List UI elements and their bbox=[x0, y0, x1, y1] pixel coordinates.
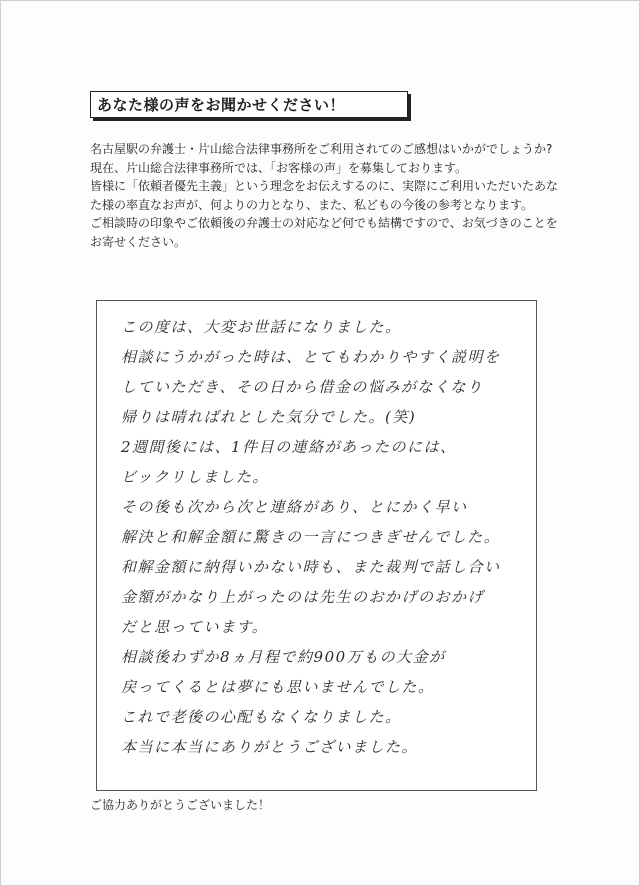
letter-line: だと思っています。 bbox=[121, 618, 269, 636]
letter-line: 解決と和解金額に驚きの一言につきぎせんでした。 bbox=[121, 528, 501, 546]
page-title: あなた様の声をお聞かせください！ bbox=[90, 91, 408, 118]
letter-line: 本当に本当にありがとうございました。 bbox=[121, 738, 419, 756]
intro-paragraph: 皆様に「依頼者優先主義」という理念をお伝えするのに、実際にご利用いただいたあなた様の率直なお声が、何よりの力となり、また、私どもの今後の参考となります。 bbox=[90, 179, 559, 212]
letter-line: 金額がかなり上がったのは先生のおかげのおかげ bbox=[121, 588, 485, 606]
letter-line: 相談後わずか8ヵ月程で約900万もの大金が bbox=[121, 648, 446, 666]
intro-paragraph: 現在、片山総合法律事務所では、「お客様の声」を募集しております。 bbox=[90, 160, 468, 175]
letter-line: この度は、大変お世話になりました。 bbox=[121, 318, 402, 336]
handwritten-letter bbox=[121, 312, 541, 762]
letter-line: 戻ってくるとは夢にも思いませんでした。 bbox=[121, 678, 435, 696]
intro-paragraph: ご相談時の印象やご依頼後の弁護士の対応など何でも結構ですので、お気づきのことをお寄せください。 bbox=[90, 216, 558, 249]
letter-line: 和解金額に納得いかない時も、また裁判で話し合い bbox=[121, 558, 501, 576]
letter-line: 2週間後には、1件目の連絡があったのには、 bbox=[121, 438, 457, 456]
letter-line: その後も次から次と連絡があり、とにかく早い bbox=[121, 498, 468, 516]
letter-line: 帰りは晴ればれとした気分でした。(笑) bbox=[121, 408, 417, 426]
letter-line: 相談にうかがった時は、とてもわかりやすく説明を bbox=[121, 348, 501, 366]
letter-line: これで老後の心配もなくなりました。 bbox=[121, 708, 402, 726]
intro-paragraph: 名古屋駅の弁護士・片山総合法律事務所をご利用されてのご感想はいかがでしょうか? bbox=[90, 142, 553, 156]
letter-line: していただき、その日から借金の悩みがなくなり bbox=[121, 378, 484, 396]
letter-line: ビックリしました。 bbox=[121, 468, 269, 486]
footer-thanks: ご協力ありがとうございました！ bbox=[90, 798, 271, 812]
intro-text bbox=[90, 140, 560, 251]
